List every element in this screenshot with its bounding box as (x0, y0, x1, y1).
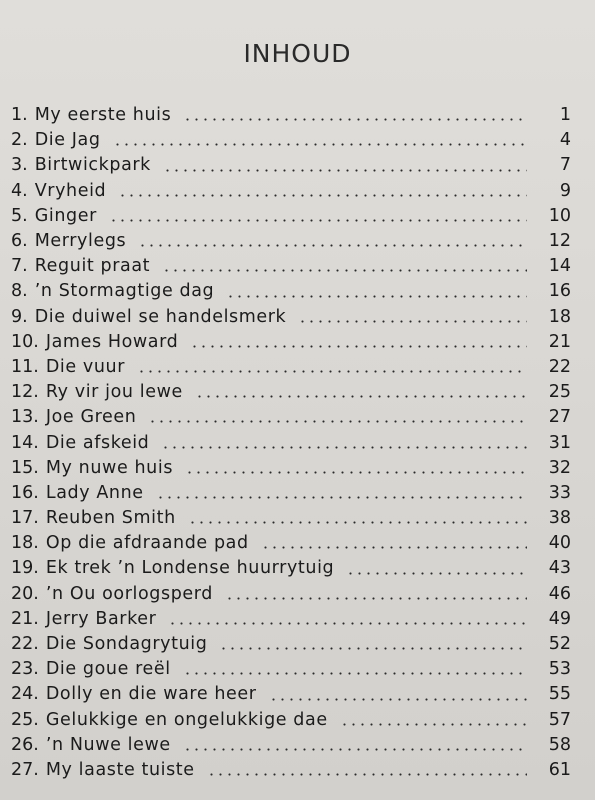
chapter-number: 3. (11, 155, 28, 176)
dot-leader (269, 698, 527, 701)
chapter-number: 15. (11, 457, 39, 478)
chapter-number: 25. (11, 709, 39, 730)
chapter-title: Die duiwel se handelsmerk (34, 306, 287, 327)
toc-entry (11, 153, 571, 178)
chapter-title: Gelukkige en ongelukkige dae (45, 709, 328, 730)
page-number: 16 (548, 281, 571, 302)
chapter-number: 17. (11, 508, 39, 529)
dot-leader (183, 118, 527, 121)
page-number: 40 (548, 533, 571, 554)
page-number: 49 (548, 608, 571, 629)
dot-leader (207, 773, 527, 776)
page-number: 7 (559, 155, 571, 176)
page-number: 10 (548, 205, 571, 226)
chapter-number: 26. (11, 734, 39, 755)
chapter-number: 19. (11, 558, 39, 579)
chapter-number: 8. (11, 281, 28, 302)
chapter-number: 7. (11, 256, 28, 277)
toc-entry (11, 506, 571, 531)
page-number: 14 (548, 256, 571, 277)
chapter-number: 13. (11, 407, 39, 428)
chapter-number: 20. (11, 583, 39, 604)
chapter-number: 9. (11, 306, 28, 327)
dot-leader (137, 370, 527, 373)
page-number: 33 (548, 482, 571, 503)
dot-leader (185, 471, 527, 474)
chapter-title: Joe Green (45, 407, 137, 428)
dot-leader (162, 269, 527, 272)
page-number: 4 (559, 130, 571, 151)
dot-leader (195, 395, 527, 398)
chapter-number: 24. (11, 684, 39, 705)
toc-entry (11, 128, 571, 153)
chapter-title: Ry vir jou lewe (45, 382, 183, 403)
dot-leader (346, 572, 527, 575)
dot-leader (168, 622, 527, 625)
chapter-title: Birtwickpark (34, 155, 151, 176)
page-number: 31 (548, 432, 571, 453)
toc-entry (11, 430, 571, 455)
page-number: 22 (548, 356, 571, 377)
dot-leader (118, 194, 527, 197)
chapter-number: 6. (11, 231, 28, 252)
page-number: 27 (548, 407, 571, 428)
page-number: 25 (548, 382, 571, 403)
chapter-number: 18. (11, 533, 39, 554)
toc-entry (11, 582, 571, 607)
chapter-title: Lady Anne (45, 482, 144, 503)
dot-leader (298, 320, 527, 323)
toc-entry (11, 355, 571, 380)
chapter-number: 1. (11, 105, 28, 126)
table-of-contents (11, 103, 571, 783)
chapter-number: 21. (11, 608, 39, 629)
chapter-title: Op die afdraande pad (45, 533, 249, 554)
toc-entry (11, 607, 571, 632)
chapter-number: 5. (11, 205, 28, 226)
chapter-number: 10. (11, 331, 39, 352)
chapter-title: My laaste tuiste (45, 759, 195, 780)
toc-entry (11, 632, 571, 657)
dot-leader (183, 672, 527, 675)
page-number: 43 (548, 558, 571, 579)
chapter-title: My eerste huis (34, 105, 172, 126)
toc-entry (11, 481, 571, 506)
dot-leader (190, 345, 527, 348)
dot-leader (161, 446, 527, 449)
chapter-title: Die Jag (34, 130, 101, 151)
page-number: 9 (559, 180, 571, 201)
chapter-title: ’n Stormagtige dag (34, 281, 215, 302)
toc-entry (11, 657, 571, 682)
chapter-number: 22. (11, 634, 39, 655)
chapter-number: 12. (11, 382, 39, 403)
toc-entry (11, 179, 571, 204)
dot-leader (109, 219, 527, 222)
dot-leader (138, 244, 527, 247)
chapter-number: 16. (11, 482, 39, 503)
dot-leader (225, 597, 527, 600)
page-title: INHOUD (243, 38, 352, 68)
toc-entry (11, 204, 571, 229)
chapter-title: My nuwe huis (45, 457, 174, 478)
chapter-number: 27. (11, 759, 39, 780)
toc-entry (11, 330, 571, 355)
chapter-number: 4. (11, 180, 28, 201)
toc-entry (11, 405, 571, 430)
page-number: 53 (548, 659, 571, 680)
toc-entry (11, 708, 571, 733)
chapter-number: 11. (11, 356, 39, 377)
page-number: 58 (548, 734, 571, 755)
dot-leader (148, 420, 527, 423)
toc-entry (11, 682, 571, 707)
chapter-title: Die goue reël (45, 659, 171, 680)
toc-entry (11, 279, 571, 304)
page-number: 55 (548, 684, 571, 705)
chapter-title: Dolly en die ware heer (45, 684, 257, 705)
chapter-title: Ek trek ’n Londense huurrytuig (45, 558, 335, 579)
chapter-number: 23. (11, 659, 39, 680)
chapter-number: 14. (11, 432, 39, 453)
toc-entry (11, 254, 571, 279)
dot-leader (156, 496, 527, 499)
dot-leader (113, 143, 527, 146)
dot-leader (163, 169, 527, 172)
toc-entry (11, 556, 571, 581)
chapter-title: ’n Nuwe lewe (45, 734, 171, 755)
dot-leader (226, 295, 527, 298)
chapter-title: Ginger (34, 205, 97, 226)
dot-leader (340, 723, 527, 726)
toc-entry (11, 733, 571, 758)
chapter-title: Die vuur (45, 356, 126, 377)
chapter-title: Merrylegs (34, 231, 127, 252)
page-number: 32 (548, 457, 571, 478)
chapter-title: James Howard (45, 331, 179, 352)
page-number: 18 (548, 306, 571, 327)
page-number: 57 (548, 709, 571, 730)
chapter-title: Die Sondagrytuig (45, 634, 208, 655)
toc-entry (11, 305, 571, 330)
toc-entry (11, 531, 571, 556)
dot-leader (219, 647, 527, 650)
chapter-number: 2. (11, 130, 28, 151)
toc-entry (11, 103, 571, 128)
page-number: 12 (548, 231, 571, 252)
toc-entry (11, 380, 571, 405)
chapter-title: Die afskeid (45, 432, 150, 453)
page-number: 46 (548, 583, 571, 604)
chapter-title: ’n Ou oorlogsperd (45, 583, 213, 604)
chapter-title: Jerry Barker (45, 608, 157, 629)
toc-entry (11, 456, 571, 481)
chapter-title: Reuben Smith (45, 508, 176, 529)
page-number: 1 (559, 105, 571, 126)
toc-entry (11, 229, 571, 254)
chapter-title: Reguit praat (34, 256, 151, 277)
dot-leader (261, 546, 527, 549)
dot-leader (188, 521, 527, 524)
page-number: 21 (548, 331, 571, 352)
chapter-title: Vryheid (34, 180, 107, 201)
dot-leader (183, 748, 527, 751)
toc-entry (11, 758, 571, 783)
page-number: 61 (548, 759, 571, 780)
page-number: 38 (548, 508, 571, 529)
page-number: 52 (548, 634, 571, 655)
